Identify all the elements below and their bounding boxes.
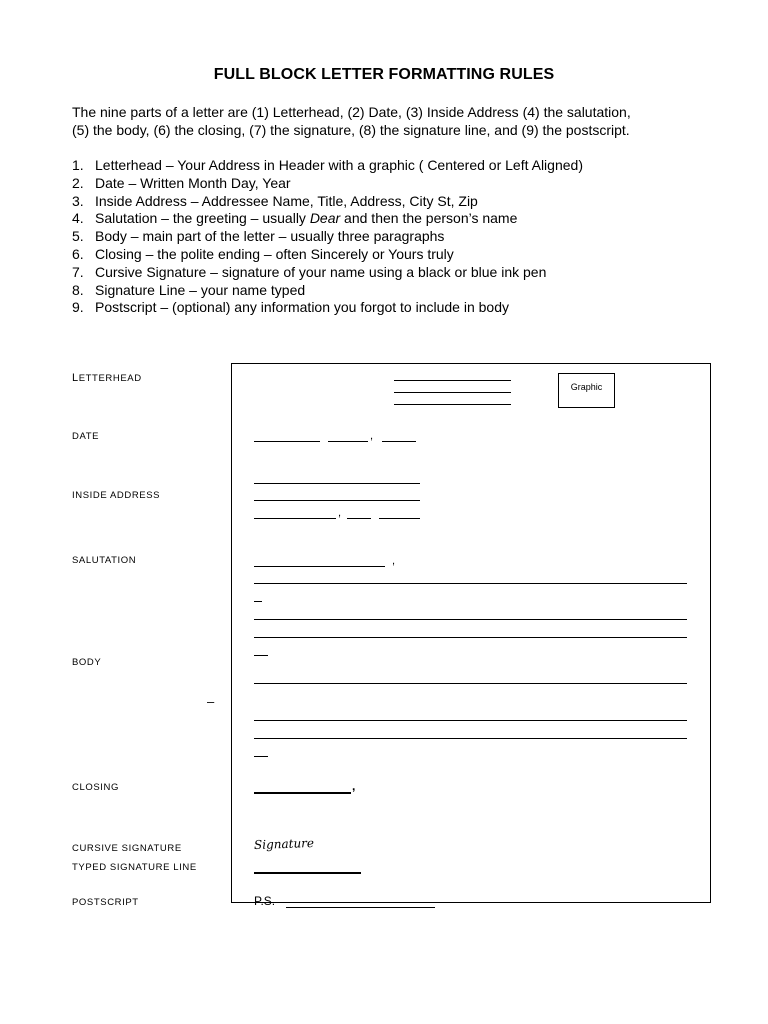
salutation-comma: ,	[392, 555, 396, 567]
postscript-prefix: P.S.	[254, 894, 276, 908]
letter-layout-box	[231, 363, 711, 903]
salutation-line	[254, 566, 385, 567]
label-typed-signature-line: TYPED SIGNATURE LINE	[72, 862, 197, 873]
intro-paragraph	[72, 104, 712, 139]
body-line	[254, 583, 687, 584]
label-letterhead: LETTERHEAD	[72, 372, 142, 384]
graphic-placeholder: Graphic	[558, 373, 615, 408]
body-line	[254, 619, 687, 620]
list-item: 3. Inside Address – Addressee Name, Title, Address, City St, Zip	[72, 192, 478, 209]
intro-line: (5) the body, (6) the closing, (7) the signature, (8) the signature line, and (9) the postscript.	[72, 121, 630, 138]
label-inside-address: INSIDE ADDRESS	[72, 490, 161, 501]
list-item: 1. Letterhead – Your Address in Header with a graphic ( Centered or Left Aligned)	[72, 157, 583, 173]
body-line	[254, 738, 687, 739]
letterhead-line	[394, 392, 511, 393]
address-city-line	[254, 518, 336, 519]
cursive-signature: Signature	[253, 835, 315, 853]
date-day-line	[328, 441, 368, 442]
list-item: 6. Closing – the polite ending – often Sincerely or Yours truly	[72, 245, 454, 262]
label-body: BODY	[72, 657, 102, 668]
date-month-line	[254, 441, 320, 442]
label-cursive-signature: CURSIVE SIGNATURE	[72, 843, 182, 854]
date-comma: ,	[370, 430, 374, 442]
address-comma: ,	[338, 507, 342, 519]
postscript-line	[286, 907, 435, 908]
address-state-line	[347, 518, 371, 519]
list-item: 9. Postscript – (optional) any information you forgot to include in body	[72, 299, 510, 316]
address-line	[254, 500, 420, 501]
body-line	[254, 637, 687, 638]
list-item: 5. Body – main part of the letter – usually three paragraphs	[72, 228, 445, 245]
closing-comma: ,	[352, 779, 356, 793]
body-line	[254, 601, 262, 602]
intro-line: The nine parts of a letter are (1) Letterhead, (2) Date, (3) Inside Address (4) the salutation,	[72, 104, 631, 120]
body-line	[254, 720, 687, 721]
letter-parts-list	[72, 157, 583, 317]
list-item: 7. Cursive Signature – signature of your name using a black or blue ink pen	[72, 263, 547, 280]
letterhead-line	[394, 380, 511, 381]
date-year-line	[382, 441, 416, 442]
label-closing: CLOSING	[72, 782, 119, 793]
body-line	[254, 683, 687, 684]
address-line	[254, 483, 420, 484]
address-zip-line	[379, 518, 420, 519]
letterhead-line	[394, 404, 511, 405]
label-postscript: POSTSCRIPT	[72, 897, 139, 908]
typed-signature-line	[254, 872, 361, 874]
label-date: DATE	[72, 431, 100, 442]
list-item: 4. Salutation – the greeting – usually Dear and then the person’s name	[72, 210, 518, 227]
body-line	[254, 655, 268, 656]
list-item: 8. Signature Line – your name typed	[72, 281, 306, 298]
list-item: 2. Date – Written Month Day, Year	[72, 174, 291, 191]
body-side-mark: –	[207, 694, 215, 709]
label-salutation: SALUTATION	[72, 555, 137, 566]
page-title: FULL BLOCK LETTER FORMATTING RULES	[213, 66, 555, 83]
closing-line	[254, 792, 351, 794]
body-line	[254, 756, 268, 757]
